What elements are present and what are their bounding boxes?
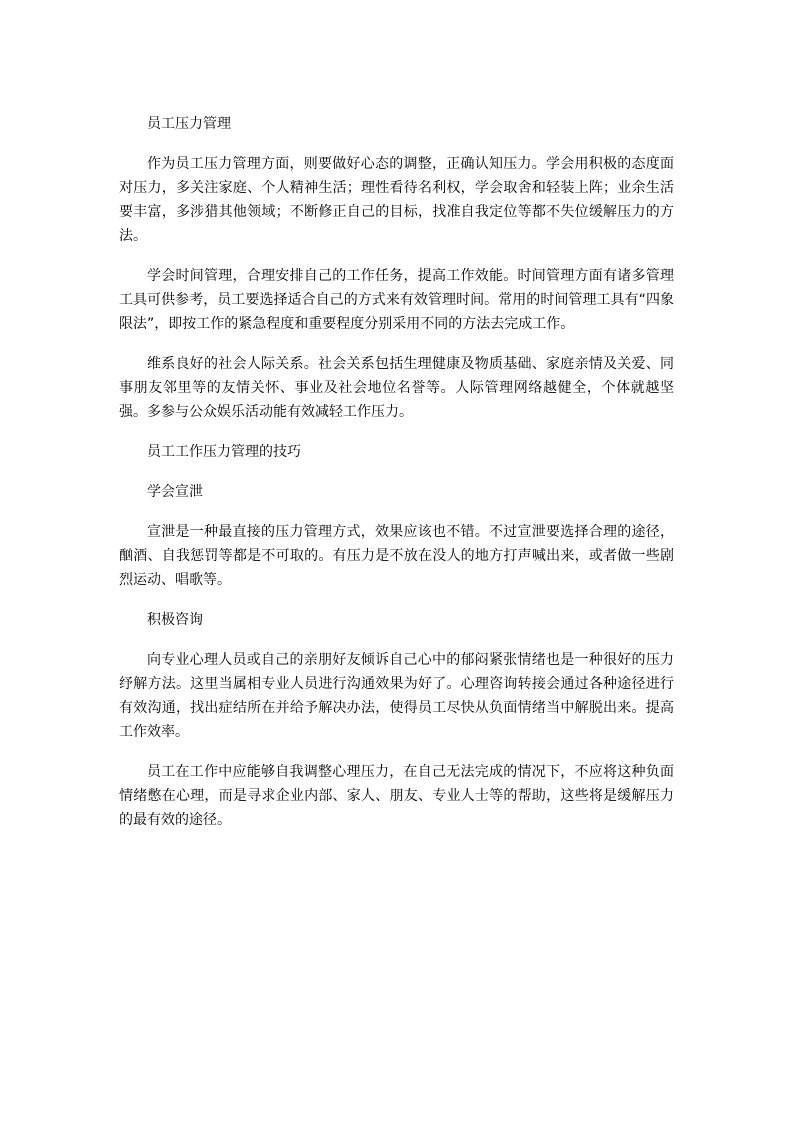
subheading-venting: 学会宣泄 [147, 484, 203, 500]
paragraph-time-management: 学会时间管理，合理安排自己的工作任务，提高工作效能。时间管理方面有诸多管理工具可供参考，员工要选择适合自己的方式来有效管理时间。常用的时间管理工具有“四象限法”，即按工作的紧急程度和重要程度分别采用不同的方法去完成工作。 [119, 268, 674, 332]
paragraph-venting: 宣泄是一种最直接的压力管理方式，效果应该也不错。不过宣泄要选择合理的途径，酗酒、自我惩罚等都是不可取的。有压力是不放在没人的地方打声喊出来，或者做一些剧烈运动、唱歌等。 [119, 524, 674, 588]
spacer [119, 136, 674, 152]
paragraph-attitude: 作为员工压力管理方面，则要做好心态的调整，正确认知压力。学会用积极的态度面对压力，多关注家庭、个人精神生活；理性看待名利权，学会取舍和轻装上阵；业余生活要丰富，多涉猎其他领域；不断修正自己的目标，找准自我定位等都不失位缓解压力的方法。 [119, 156, 674, 244]
spacer [119, 464, 674, 480]
paragraph-social-relations: 维系良好的社会人际关系。社会关系包括生理健康及物质基础、家庭亲情及关爱、同事朋友邻里等的友情关怀、事业及社会地位名誉等。人际管理网络越健全，个体就越坚强。多参与公众娱乐活动能有效减轻工作压力。 [119, 356, 674, 420]
spacer [119, 744, 674, 760]
section-heading-techniques: 员工工作压力管理的技巧 [147, 444, 301, 460]
document-title: 员工压力管理 [147, 116, 231, 132]
document-body [119, 112, 674, 832]
paragraph-consulting: 向专业心理人员或自己的亲朋好友倾诉自己心中的郁闷紧张情绪也是一种很好的压力纾解方法。这里当属相专业人员进行沟通效果为好了。心理咨询转接会通过各种途径进行有效沟通，找出症结所在并给予解决办法，使得员工尽快从负面情绪当中解脱出来。提高工作效率。 [119, 652, 674, 740]
spacer [119, 336, 674, 352]
subheading-consulting: 积极咨询 [147, 612, 203, 628]
spacer [119, 632, 674, 648]
spacer [119, 248, 674, 264]
spacer [119, 504, 674, 520]
spacer [119, 424, 674, 440]
paragraph-conclusion: 员工在工作中应能够自我调整心理压力，在自己无法完成的情况下，不应将这种负面情绪憋在心理，而是寻求企业内部、家人、朋友、专业人士等的帮助，这些将是缓解压力的最有效的途径。 [119, 764, 674, 828]
spacer [119, 592, 674, 608]
